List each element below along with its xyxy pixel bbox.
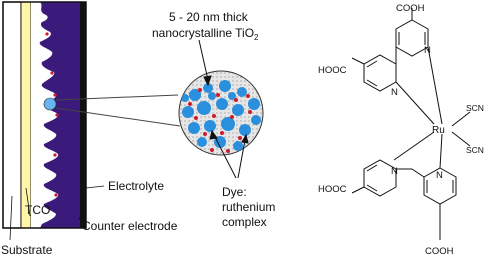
zoomed-nanoparticle-view [179, 71, 263, 155]
counter-electrode-label: Counter electrode [82, 219, 178, 233]
cell-cross-section [3, 2, 86, 228]
hooc-upper-left-label: HOOC [318, 65, 347, 76]
scn-label-1: SCN [466, 103, 484, 113]
n-label-4: N [436, 170, 443, 181]
tio2-callout-line2: nanocrystalline TiO$_2$ [152, 26, 259, 42]
tio2-callout-line1: 5 - 20 nm thick [169, 10, 248, 24]
n-label-1: N [424, 45, 431, 56]
pyridine-ring-top-left [364, 55, 396, 91]
dye-label-line1: Dye: [222, 185, 247, 199]
molecule-labels [318, 3, 484, 257]
n-label-3: N [391, 166, 398, 177]
cooh-bottom-label: COOH [425, 246, 454, 257]
dye-label-line3: complex [222, 215, 267, 229]
substrate-glass-layer [3, 2, 21, 228]
scn-label-2: SCN [466, 145, 484, 155]
cooh-top-label: COOH [396, 3, 425, 14]
tco-layer [21, 2, 31, 228]
electrolyte-label: Electrolyte [108, 179, 165, 193]
substrate-label: Substrate [1, 243, 53, 257]
ruthenium-dye-structure [352, 8, 470, 240]
highlighted-particle [44, 98, 56, 110]
n-label-2: N [391, 87, 398, 98]
ru-label: Ru [432, 125, 445, 136]
counter-electrode-layer [80, 2, 86, 228]
hooc-lower-left-label: HOOC [318, 184, 347, 195]
tco-label: TCO [25, 203, 51, 217]
dye-label-line2: ruthenium [222, 200, 276, 214]
